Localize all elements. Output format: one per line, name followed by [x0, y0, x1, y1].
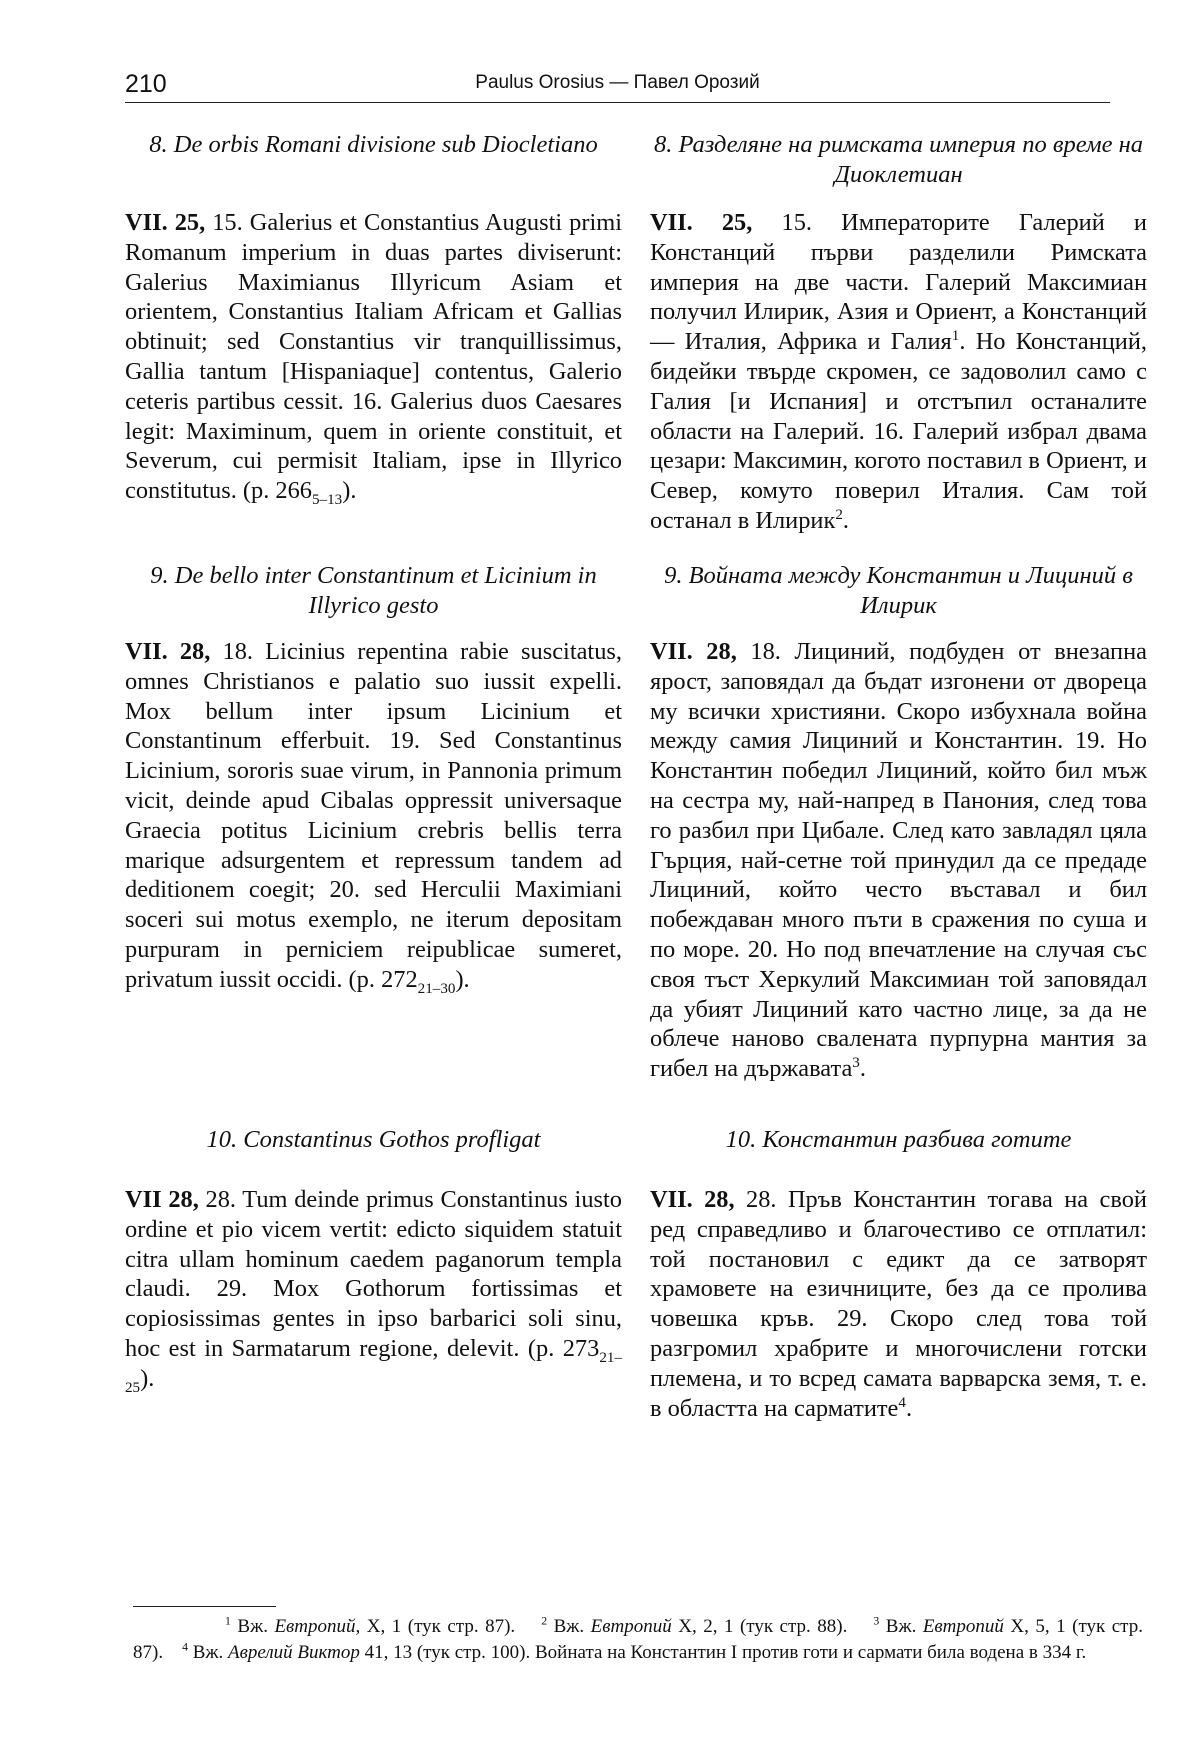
- bg-text-8b: . Но Констанций, бидейки твърде скромен, се задоволил само с Галия [и Испания] и отстъпил останалите области на Галерий. 16. Галерий избрал двама цезари: Максимин, когото поставил в Ориент, и Север, комуто поверил Италия. Сам той останал в Илирик: [650, 328, 1147, 534]
- footnote-2-number: 2: [541, 1614, 548, 1628]
- footnote-4-author: Аврелий Виктор: [228, 1642, 360, 1663]
- latin-heading-10: 10. Constantinus Gothos profligat: [206, 1126, 541, 1153]
- footnote-1-pre: Вж.: [230, 1616, 275, 1637]
- latin-heading-8: 8. De orbis Romani divisione sub Diocletiano: [149, 131, 598, 158]
- latin-paragraph-10: [125, 1185, 622, 1394]
- footnote-3-pre: Вж.: [879, 1616, 923, 1637]
- bg-paragraph-9: [650, 637, 1147, 1084]
- page-header: [125, 66, 1110, 103]
- latin-end-8: ).: [342, 477, 357, 505]
- bg-text-10: 28. Пръв Константин тогава на свой ред справедливо и благочестиво се отплатил: той постановил с едикт да се затворят храмовете на езичниците, без да се пролива човешка кръв. 29. Скоро след това той разгромил храбрите и многочислени готски племена, и то всред самата варварска земя, т. е. в областта на сарматите: [650, 1186, 1147, 1422]
- running-title: Paulus Orosius — Павел Орозий: [475, 72, 760, 93]
- footnote-1-author: Евтропий,: [274, 1616, 361, 1637]
- bg-paragraph-10: [650, 1185, 1147, 1423]
- latin-heading-9: 9. De bello inter Constantinum et Licinium in Illyrico gesto: [150, 562, 597, 619]
- page-number: 210: [125, 70, 167, 98]
- footnote-4-pre: Вж.: [187, 1642, 229, 1663]
- latin-ref-10: VII 28,: [125, 1186, 199, 1213]
- latin-end-9: ).: [455, 965, 470, 993]
- footnote-3-author: Евтропий: [922, 1616, 1004, 1637]
- latin-ref-8: VII. 25,: [125, 209, 206, 236]
- footnote-3-post: X, 5, 1 (тук стр. 87).: [133, 1616, 1143, 1663]
- bg-ref-10: VII. 28,: [650, 1186, 735, 1213]
- bg-text-8a: 15. Императорите Галерий и Констанций първи разделили Римската империя на две части. Галерий Максимиан получил Илирик, Азия и Ориент, а Констанций — Италия, Африка и Галия: [650, 209, 1147, 356]
- bg-ref-8: VII. 25,: [650, 209, 753, 236]
- footnote-2-post: X, 2, 1 (тук стр. 88).: [671, 1616, 848, 1637]
- footnote-2-pre: Вж.: [547, 1616, 591, 1637]
- bg-footnote-mark-2: 2: [835, 506, 843, 523]
- latin-text-8: 15. Galerius et Constantius Augusti primi Romanum imperium in duas partes diviserunt: Galerius Maximianus Illyricum Asiam et orientem, Constantius Italiam Africam et Gallias obtinuit; sed Constantius vir tranquillissimus, Gallia tantum [Hispaniaque] contentus, Galerio ceteris partibus cessit. 16. Galerius duos Caesares legit: Maximinum, quem in oriente constituit, et Severum, cui permisit Italiam, ipse in Illyrico constitutus. (p. 266: [125, 209, 622, 505]
- footnote-3-number: 3: [873, 1614, 880, 1628]
- bg-end-8: .: [842, 506, 849, 534]
- bg-footnote-mark-4: 4: [898, 1394, 906, 1411]
- bg-heading-8: 8. Разделяне на римската империя по време на Диоклетиан: [653, 131, 1144, 188]
- bg-ref-9: VII. 28,: [650, 638, 737, 665]
- bg-end-10: .: [905, 1394, 913, 1422]
- latin-paragraph-8: [125, 208, 622, 509]
- latin-paragraph-9: [125, 637, 622, 995]
- latin-page-sub-9: 21–30: [417, 980, 456, 997]
- latin-text-9: 18. Licinius repentina rabie suscitatus, omnes Christianos e palatio suo iussit expelli. Mox bellum inter ipsum Licinium et Constantinum efferbuit. 19. Sed Constantinus Licinium, sororis suae virum, in Pannonia primum vicit, deinde apud Cibalas oppressit universaque Graecia potitus Licinium crebris bellis terra marique adsurgentem et repressum tandem ad deditionem coegit; 20. sed Herculii Maximiani soceri sui motus exemplo, ne iterum depositam purpuram in perniciem reipublicae sumeret, privatum iussit occidi. (p. 272: [125, 638, 622, 993]
- latin-end-10: ).: [140, 1364, 155, 1392]
- bg-heading-10: 10. Константин разбива готите: [725, 1126, 1072, 1153]
- bg-paragraph-8: [650, 208, 1147, 536]
- bg-footnote-mark-1: 1: [951, 328, 960, 345]
- footnote-rule: [133, 1606, 276, 1607]
- footnote-4-number: 4: [182, 1640, 188, 1654]
- latin-ref-9: VII. 28,: [125, 638, 211, 665]
- footnote-1-number: 1: [225, 1614, 231, 1628]
- bg-heading-9: 9. Войната между Константин и Лициний в Илирик: [664, 562, 1133, 619]
- footnotes: [133, 1614, 1143, 1666]
- bg-text-9: 18. Лициний, подбуден от внезапна ярост, заповядал да бъдат изгонени от двореца му всички християни. Скоро избухнала война между самия Лициний и Константин. 19. Но Константин победил Лициний, който бил мъж на сестра му, най-напред в Панония, след това го разбил при Цибале. След като завладял цяла Гърция, най-сетне той принудил да се предаде Лициний, който често въставал и бил побеждаван много пъти в сражения по суша и по море. 20. Но под впечатление на случая със своя тъст Херкулий Максимиан той заповядал да убият Лициний като частно лице, за да не облече наново свалената пурпурна мантия за гибел на държавата: [650, 638, 1147, 1083]
- bg-end-9: .: [859, 1055, 866, 1083]
- latin-page-sub-10: 21–25: [125, 1349, 622, 1396]
- footnote-2-author: Евтропий: [590, 1616, 672, 1637]
- footnote-4-post: 41, 13 (тук стр. 100). Войната на Константин I против готи и сармати била водена в 334 г.: [359, 1642, 1087, 1663]
- latin-text-10: 28. Tum deinde primus Constantinus iusto ordine et pio vicem vertit: edicto siquidem statuit citra ullam hominum caedem paganorum templa claudi. 29. Mox Gothorum fortissimas et copiosissimas gentes in ipso barbarici soli sinu, hoc est in Sarmatarum regione, delevit. (p. 273: [125, 1186, 622, 1362]
- latin-page-sub-8: 5–13: [312, 492, 343, 509]
- footnote-1-post: X, 1 (тук стр. 87).: [360, 1616, 516, 1637]
- bg-footnote-mark-3: 3: [852, 1055, 860, 1072]
